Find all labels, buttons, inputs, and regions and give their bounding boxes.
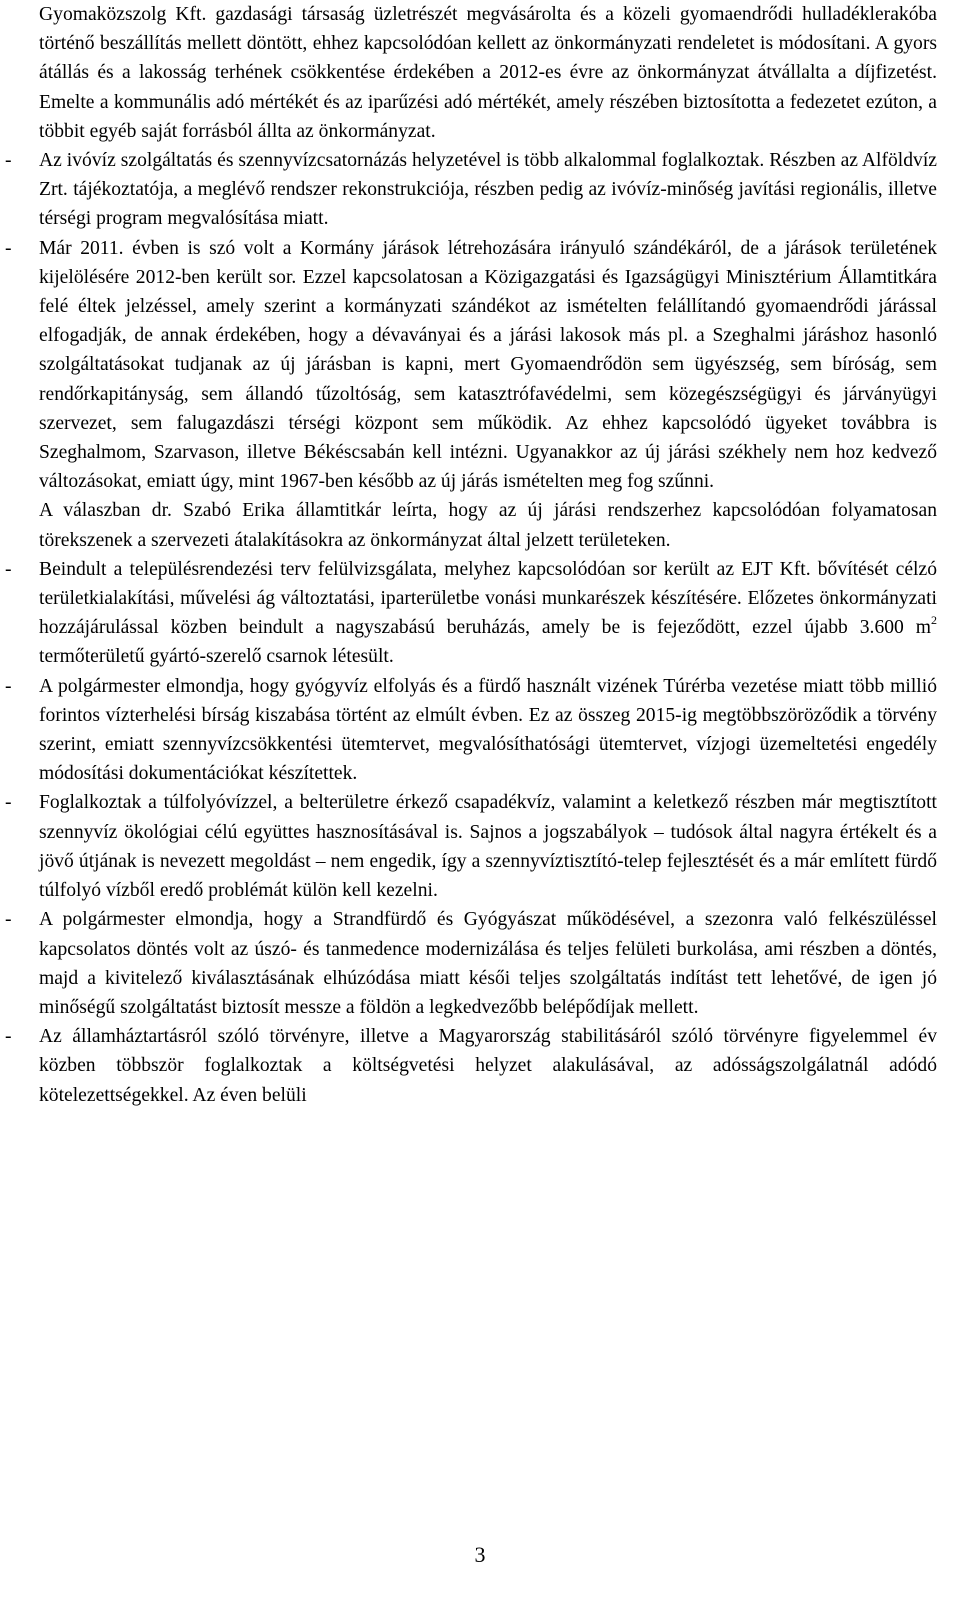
list-item-water	[5, 146, 937, 234]
list-item-text: A polgármester elmondja, hogy gyógyvíz elfolyás és a fürdő használt vizének Túrérba vezetése miatt több millió forintos vízterhelési bírság kiszabása történt az elmúlt évben. Ez az összeg 2015-ig megtöbbszöröződik a törvény szerint, emiatt szennyvízcsökkentési ütemtervet, megvalósíthatósági ütemtervet, vízjogi üzemeltetési engedély módosítási dokumentációkat készítettek.	[39, 675, 937, 785]
list-item-text: Az államháztartásról szóló törvényre, illetve a Magyarország stabilitásáról szóló törvényre figyelemmel év közben többször foglalkoztak a költségvetési helyzet alakulásával, az adósságszolgálatnál adódó kötelezettségekkel. Az éven belüli	[39, 1026, 937, 1106]
bullet-dash: -	[5, 237, 12, 259]
list-item-text	[39, 555, 937, 672]
list-item-text-part: Beindult a településrendezési terv felülvizsgálata, melyhez kapcsolódóan sor került az EJT Kft. bővítését célzó területkialakítási, művelési ág változtatási, iparterületbe vonási munkarészek készítésére. Előzetes önkormányzati hozzájárulással közben beindult a nagyszabású beruházás, amely be is fejeződött, ezzel újabb 3.600 m	[39, 558, 937, 639]
page-number: 3	[474, 1542, 486, 1567]
list-item-text: A polgármester elmondja, hogy a Strandfürdő és Gyógyászat működésével, a szezonra való felkészüléssel kapcsolatos döntés volt az úszó- és tanmedence modernizálása és teljes felületi burkolása, ami részben a döntés, majd a kivitelező kiválasztásának elhúzódása miatt késői teljes szolgáltatás indítást tett lehetővé, de igen jó minőségű szolgáltatást biztosít messze a földön a legkedvezőbb belépődíjak mellett.	[39, 909, 937, 1018]
superscript: 2	[931, 613, 937, 628]
bullet-dash: -	[5, 150, 12, 172]
list-item-bath	[5, 905, 937, 1022]
bullet-dash: -	[5, 792, 12, 814]
list-item-text: Foglalkoztak a túlfolyóvízzel, a belterületre érkező csapadékvíz, valamint a keletkező részben már megtisztított szennyvíz ökológiai célú együttes hasznosításával is. Sajnos a jogszabályok – tudósok által nagyra értékelt és a jövő útjának is nevezett megoldást – nem engedik, így a szennyvíztisztító-telep fejlesztését és a már említett fürdő túlfolyó vízből eredő problémát külön kell kezelni.	[39, 792, 937, 902]
list-item-thermal-water	[5, 672, 937, 789]
list-item-text: Már 2011. évben is szó volt a Kormány járások létrehozására irányuló szándékáról, de a járások területének kijelölésére 2012-ben került sor. Ezzel kapcsolatosan a Közigazgatási és Igazságügyi Minisztérium Államtitkára felé éltek jelzéssel, amely szerint a kormányzati szándékot az ismételten felállítandó gyomaendrődi járással elfogadják, de annak érdekében, hogy a dévaványai és a járási lakosok más pl. a Szeghalmi járáshoz hasonló szolgáltatásokat tudjanak az új járásban is kapni, mert Gyomaendrődön sem ügyészség, sem bíróság, sem rendőrkapitányság, sem állandó tűzoltóság, sem katasztrófavédelmi, sem közegészségügyi és járványügyi szervezet, sem falugazdászi térségi központ sem működik. Az ehhez kapcsolódó ügyeket továbbra is Szeghalmom, Szarvason, illetve Békéscsabán kell intézni. Ugyanakkor az új járási székhely nem hoz kedvező változásokat, emiatt úgy, mint 1967-ben később az új járás ismételten meg fog szűnni.	[39, 237, 937, 493]
list-item-continuation: A válaszban dr. Szabó Erika államtitkár leírta, hogy az új járási rendszerhez kapcsolódóan folyamatosan törekszenek a szervezeti átalakításokra az önkormányzat által jelzett területeken.	[39, 500, 937, 551]
list-item-text-part: termőterületű gyártó-szerelő csarnok létesült.	[39, 646, 394, 668]
list-item-districts	[5, 234, 937, 555]
bullet-dash: -	[5, 909, 12, 931]
bullet-dash: -	[5, 558, 12, 580]
list-item-zoning	[5, 555, 937, 672]
intro-paragraph: Gyomaközszolg Kft. gazdasági társaság üzletrészét megvásárolta és a közeli gyomaendrődi hulladéklerakóba történő beszállítás mellett döntött, ehhez kapcsolódóan kellett az önkormányzati rendeletet is módosítani. A gyors átállás és a lakosság terhének csökkentése érdekében a 2012-es évre az önkormányzat átvállalta a díjfizetést. Emelte a kommunális adó mértékét és az iparűzési adó mértékét, amely részében biztosította a fedezetet ezúton, a többit egyéb saját forrásból állta az önkormányzat.	[39, 4, 937, 142]
bullet-dash: -	[5, 1026, 12, 1048]
list-item-budget	[5, 1022, 937, 1110]
document-body	[5, 0, 937, 1110]
list-item-overflow-water	[5, 788, 937, 905]
list-item-text: Az ivóvíz szolgáltatás és szennyvízcsatornázás helyzetével is több alkalommal foglalkoztak. Részben az Alföldvíz Zrt. tájékoztatója, a meglévő rendszer rekonstrukciója, részben pedig az ivóvíz-minőség javítási regionális, illetve térségi program megvalósítása miatt.	[39, 150, 937, 230]
bullet-dash: -	[5, 675, 12, 697]
